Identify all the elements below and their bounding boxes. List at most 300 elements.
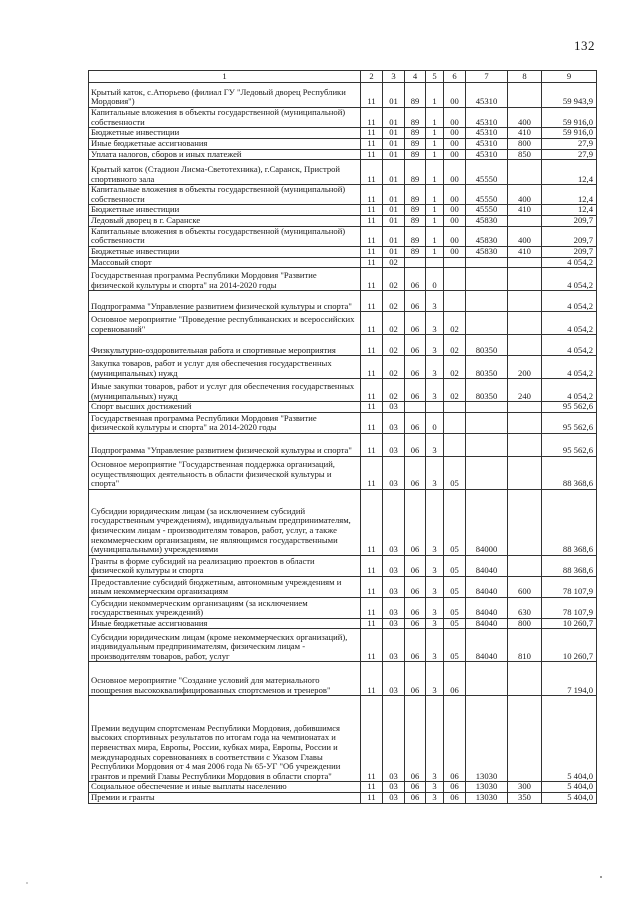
- table-row: [89, 83, 597, 108]
- code-direction: 45830: [466, 216, 508, 227]
- code-program: 89: [405, 216, 426, 227]
- code-direction: 84040: [466, 597, 508, 618]
- column-header: 1: [89, 71, 361, 83]
- code-expense-type: 800: [508, 618, 542, 629]
- code-direction: 13030: [466, 793, 508, 804]
- code-direction: 45550: [466, 205, 508, 216]
- code-activity: 05: [444, 489, 466, 555]
- row-name: Иные бюджетные ассигнования: [89, 618, 361, 629]
- code-section: 11: [361, 662, 383, 696]
- row-amount: 59 916,0: [542, 108, 597, 128]
- code-activity: 06: [444, 662, 466, 696]
- code-activity: 05: [444, 597, 466, 618]
- code-subprogram: 3: [426, 576, 444, 597]
- code-program: 89: [405, 83, 426, 108]
- row-name: Иные бюджетные ассигнования: [89, 138, 361, 149]
- code-subprogram: [426, 402, 444, 413]
- code-subprogram: 1: [426, 226, 444, 246]
- code-program: 89: [405, 226, 426, 246]
- code-expense-type: [508, 696, 542, 782]
- table-row: [89, 356, 597, 379]
- code-direction: 84040: [466, 576, 508, 597]
- table-row: [89, 335, 597, 356]
- code-subsection: 03: [383, 456, 405, 489]
- row-name: Массовый спорт: [89, 257, 361, 268]
- code-subsection: 01: [383, 246, 405, 257]
- code-section: 11: [361, 618, 383, 629]
- code-section: 11: [361, 108, 383, 128]
- code-program: 06: [405, 696, 426, 782]
- code-subsection: 01: [383, 160, 405, 185]
- table-row: [89, 793, 597, 804]
- row-amount: 88 368,6: [542, 489, 597, 555]
- code-program: 89: [405, 185, 426, 205]
- code-subprogram: 1: [426, 205, 444, 216]
- code-subprogram: 3: [426, 356, 444, 379]
- row-amount: 78 107,9: [542, 597, 597, 618]
- code-subprogram: 3: [426, 456, 444, 489]
- code-direction: [466, 456, 508, 489]
- code-subsection: 03: [383, 489, 405, 555]
- code-program: 89: [405, 160, 426, 185]
- table-row: [89, 412, 597, 433]
- code-expense-type: 810: [508, 629, 542, 662]
- code-direction: [466, 402, 508, 413]
- table-row: [89, 246, 597, 257]
- code-expense-type: [508, 662, 542, 696]
- code-subsection: 02: [383, 291, 405, 312]
- code-subsection: 01: [383, 108, 405, 128]
- code-subprogram: 1: [426, 149, 444, 160]
- code-subsection: 03: [383, 629, 405, 662]
- code-subprogram: 3: [426, 793, 444, 804]
- row-name: Основное мероприятие "Создание условий для материального поощрения высококвалифицированных спортсменов и тренеров": [89, 662, 361, 696]
- code-subsection: 03: [383, 696, 405, 782]
- code-program: 06: [405, 576, 426, 597]
- code-activity: 00: [444, 108, 466, 128]
- row-name: Государственная программа Республики Мордовия "Развитие физической культуры и спорта" на 2014-2020 годы: [89, 412, 361, 433]
- code-section: 11: [361, 185, 383, 205]
- row-name: Крытый каток, с.Атюрьево (филиал ГУ "Ледовый дворец Республики Мордовия"): [89, 83, 361, 108]
- code-activity: 00: [444, 128, 466, 139]
- code-expense-type: 410: [508, 128, 542, 139]
- row-name: Подпрограмма "Управление развитием физической культуры и спорта": [89, 433, 361, 456]
- code-expense-type: [508, 83, 542, 108]
- code-expense-type: 630: [508, 597, 542, 618]
- code-program: 06: [405, 782, 426, 793]
- code-subsection: 03: [383, 793, 405, 804]
- table-row: [89, 782, 597, 793]
- column-header: 6: [444, 71, 466, 83]
- code-program: 06: [405, 335, 426, 356]
- code-subsection: 03: [383, 597, 405, 618]
- code-expense-type: [508, 312, 542, 335]
- row-amount: 27,9: [542, 149, 597, 160]
- code-activity: 06: [444, 782, 466, 793]
- code-subprogram: 0: [426, 412, 444, 433]
- table-row: [89, 185, 597, 205]
- column-header: 8: [508, 71, 542, 83]
- code-section: 11: [361, 246, 383, 257]
- table-row: [89, 312, 597, 335]
- row-amount: 209,7: [542, 226, 597, 246]
- code-subprogram: 3: [426, 312, 444, 335]
- row-name: Субсидии юридическим лицам (за исключением субсидий государственным учреждениям), индивидуальным предпринимателям, физическим лицам - производителям товаров, работ, услуг, а также некоммерческим организациям, не являющимся государственными (муниципальными) учреждениями: [89, 489, 361, 555]
- code-activity: 06: [444, 696, 466, 782]
- row-amount: 27,9: [542, 138, 597, 149]
- code-activity: 06: [444, 793, 466, 804]
- code-activity: 00: [444, 149, 466, 160]
- code-program: 06: [405, 597, 426, 618]
- row-name: Крытый каток (Стадион Лисма-Светотехника), г.Саранск, Пристрой спортивного зала: [89, 160, 361, 185]
- table-row: [89, 149, 597, 160]
- code-subprogram: 1: [426, 160, 444, 185]
- code-expense-type: [508, 433, 542, 456]
- code-expense-type: [508, 412, 542, 433]
- code-subprogram: 3: [426, 629, 444, 662]
- code-program: 06: [405, 618, 426, 629]
- code-direction: 45310: [466, 149, 508, 160]
- row-amount: 10 260,7: [542, 618, 597, 629]
- row-name: Капитальные вложения в объекты государственной (муниципальной) собственности: [89, 185, 361, 205]
- code-direction: 84040: [466, 629, 508, 662]
- row-amount: 5 404,0: [542, 782, 597, 793]
- row-name: Гранты в форме субсидий на реализацию проектов в области физической культуры и спорта: [89, 555, 361, 576]
- code-program: 06: [405, 489, 426, 555]
- row-name: Государственная программа Республики Мордовия "Развитие физической культуры и спорта" на 2014-2020 годы: [89, 268, 361, 291]
- code-program: 06: [405, 662, 426, 696]
- table-row: [89, 576, 597, 597]
- row-amount: 95 562,6: [542, 402, 597, 413]
- code-subsection: 03: [383, 576, 405, 597]
- budget-table: [88, 70, 597, 804]
- row-name: Бюджетные инвестиции: [89, 246, 361, 257]
- row-amount: 88 368,6: [542, 456, 597, 489]
- code-activity: 02: [444, 379, 466, 402]
- code-program: 06: [405, 268, 426, 291]
- code-direction: 45310: [466, 83, 508, 108]
- column-header: 2: [361, 71, 383, 83]
- code-activity: [444, 257, 466, 268]
- code-direction: [466, 291, 508, 312]
- code-subprogram: 3: [426, 782, 444, 793]
- row-amount: 4 054,2: [542, 268, 597, 291]
- code-activity: [444, 412, 466, 433]
- code-direction: 45310: [466, 108, 508, 128]
- table-row: [89, 257, 597, 268]
- scan-dot: [600, 876, 602, 878]
- code-expense-type: 200: [508, 356, 542, 379]
- page-number: 132: [574, 38, 595, 53]
- code-program: [405, 402, 426, 413]
- table-row: [89, 268, 597, 291]
- row-amount: 12,4: [542, 160, 597, 185]
- code-program: 06: [405, 555, 426, 576]
- code-direction: 13030: [466, 696, 508, 782]
- table-row: [89, 629, 597, 662]
- row-name: Премии и гранты: [89, 793, 361, 804]
- code-subprogram: 3: [426, 618, 444, 629]
- code-subprogram: 3: [426, 335, 444, 356]
- code-direction: 45550: [466, 160, 508, 185]
- row-amount: 59 943,9: [542, 83, 597, 108]
- row-name: Основное мероприятие "Государственная поддержка организаций, осуществляющих деятельность в области физической культуры и спорта": [89, 456, 361, 489]
- code-expense-type: [508, 291, 542, 312]
- column-header: 3: [383, 71, 405, 83]
- code-program: 06: [405, 312, 426, 335]
- scan-dot: [26, 882, 28, 884]
- table-body: [89, 83, 597, 804]
- row-amount: 12,4: [542, 185, 597, 205]
- row-name: Подпрограмма "Управление развитием физической культуры и спорта": [89, 291, 361, 312]
- code-direction: [466, 312, 508, 335]
- code-activity: 02: [444, 356, 466, 379]
- code-program: 06: [405, 433, 426, 456]
- code-expense-type: 240: [508, 379, 542, 402]
- row-amount: 95 562,6: [542, 433, 597, 456]
- code-program: 06: [405, 412, 426, 433]
- column-header: 7: [466, 71, 508, 83]
- row-name: Бюджетные инвестиции: [89, 128, 361, 139]
- code-direction: 45550: [466, 185, 508, 205]
- code-subsection: 03: [383, 618, 405, 629]
- table-row: [89, 379, 597, 402]
- code-activity: 05: [444, 629, 466, 662]
- table-row: [89, 205, 597, 216]
- code-subsection: 03: [383, 662, 405, 696]
- table-row: [89, 433, 597, 456]
- code-section: 11: [361, 335, 383, 356]
- code-subprogram: 3: [426, 597, 444, 618]
- row-name: Предоставление субсидий бюджетным, автономным учреждениям и иным некоммерческим организациям: [89, 576, 361, 597]
- code-activity: 05: [444, 456, 466, 489]
- code-expense-type: 850: [508, 149, 542, 160]
- column-header: 4: [405, 71, 426, 83]
- row-amount: 88 368,6: [542, 555, 597, 576]
- row-name: Физкультурно-оздоровительная работа и спортивные мероприятия: [89, 335, 361, 356]
- code-section: 11: [361, 291, 383, 312]
- code-section: 11: [361, 83, 383, 108]
- code-subprogram: 3: [426, 696, 444, 782]
- code-subsection: 03: [383, 412, 405, 433]
- code-program: 06: [405, 291, 426, 312]
- table-row: [89, 618, 597, 629]
- table-row: [89, 456, 597, 489]
- code-section: 11: [361, 312, 383, 335]
- code-direction: 84000: [466, 489, 508, 555]
- row-amount: 4 054,2: [542, 291, 597, 312]
- code-subsection: 02: [383, 356, 405, 379]
- code-subsection: 03: [383, 555, 405, 576]
- table-row: [89, 662, 597, 696]
- code-program: 06: [405, 379, 426, 402]
- code-program: 06: [405, 456, 426, 489]
- row-name: Социальное обеспечение и иные выплаты населению: [89, 782, 361, 793]
- code-subprogram: 3: [426, 291, 444, 312]
- code-subprogram: 3: [426, 662, 444, 696]
- code-subprogram: 1: [426, 185, 444, 205]
- row-name: Закупка товаров, работ и услуг для обеспечения государственных (муниципальных) нужд: [89, 356, 361, 379]
- code-expense-type: [508, 268, 542, 291]
- code-subsection: 01: [383, 138, 405, 149]
- code-activity: 00: [444, 83, 466, 108]
- row-name: Уплата налогов, сборов и иных платежей: [89, 149, 361, 160]
- code-expense-type: 800: [508, 138, 542, 149]
- row-amount: 95 562,6: [542, 412, 597, 433]
- code-program: [405, 257, 426, 268]
- code-activity: 00: [444, 205, 466, 216]
- row-amount: 78 107,9: [542, 576, 597, 597]
- code-subsection: 02: [383, 335, 405, 356]
- table-row: [89, 138, 597, 149]
- code-program: 89: [405, 108, 426, 128]
- code-section: 11: [361, 793, 383, 804]
- code-section: 11: [361, 433, 383, 456]
- code-activity: 00: [444, 216, 466, 227]
- code-subprogram: 1: [426, 128, 444, 139]
- row-amount: 7 194,0: [542, 662, 597, 696]
- row-amount: 4 054,2: [542, 379, 597, 402]
- code-expense-type: [508, 216, 542, 227]
- code-section: 11: [361, 576, 383, 597]
- code-expense-type: 410: [508, 205, 542, 216]
- code-direction: 84040: [466, 555, 508, 576]
- code-activity: 05: [444, 555, 466, 576]
- code-subsection: 01: [383, 149, 405, 160]
- row-name: Капитальные вложения в объекты государственной (муниципальной) собственности: [89, 108, 361, 128]
- code-section: 11: [361, 257, 383, 268]
- code-section: 11: [361, 356, 383, 379]
- code-program: 89: [405, 138, 426, 149]
- row-amount: 209,7: [542, 246, 597, 257]
- code-direction: 84040: [466, 618, 508, 629]
- table-row: [89, 489, 597, 555]
- code-program: 06: [405, 629, 426, 662]
- code-program: 89: [405, 205, 426, 216]
- code-expense-type: [508, 402, 542, 413]
- code-expense-type: [508, 160, 542, 185]
- code-expense-type: 400: [508, 185, 542, 205]
- code-subsection: 01: [383, 226, 405, 246]
- code-direction: [466, 412, 508, 433]
- code-activity: 00: [444, 160, 466, 185]
- row-name: Премии ведущим спортсменам Республики Мордовия, добившимся высоких спортивных результатов по итогам года на чемпионатах и первенствах мира, Европы, России, кубках мира, Европы, России и международных соревнованиях в соответствии с Указом Главы Республики Мордовия от 4 мая 2006 года № 65-УГ "Об учреждении грантов и премий Главы Республики Мордовия в области спорта": [89, 696, 361, 782]
- code-expense-type: [508, 257, 542, 268]
- code-program: 89: [405, 246, 426, 257]
- code-expense-type: 300: [508, 782, 542, 793]
- code-subprogram: 1: [426, 138, 444, 149]
- code-section: 11: [361, 696, 383, 782]
- table-row: [89, 597, 597, 618]
- code-direction: [466, 257, 508, 268]
- code-section: 11: [361, 597, 383, 618]
- table-row: [89, 128, 597, 139]
- code-program: 06: [405, 356, 426, 379]
- row-amount: 4 054,2: [542, 335, 597, 356]
- code-direction: 45830: [466, 226, 508, 246]
- row-amount: 59 916,0: [542, 128, 597, 139]
- code-program: 06: [405, 793, 426, 804]
- code-section: 11: [361, 402, 383, 413]
- code-section: 11: [361, 782, 383, 793]
- code-section: 11: [361, 226, 383, 246]
- code-direction: [466, 433, 508, 456]
- code-subsection: 02: [383, 257, 405, 268]
- code-subsection: 03: [383, 402, 405, 413]
- code-activity: 00: [444, 226, 466, 246]
- code-activity: 00: [444, 185, 466, 205]
- code-direction: 80350: [466, 356, 508, 379]
- row-amount: 5 404,0: [542, 696, 597, 782]
- code-subsection: 03: [383, 433, 405, 456]
- row-amount: 4 054,2: [542, 356, 597, 379]
- row-amount: 4 054,2: [542, 257, 597, 268]
- row-name: Субсидии юридическим лицам (кроме некоммерческих организаций), индивидуальным предпринимателям, физическим лицам - производителям товаров, работ, услуг: [89, 629, 361, 662]
- code-activity: 00: [444, 138, 466, 149]
- code-section: 11: [361, 489, 383, 555]
- table-row: [89, 216, 597, 227]
- table-row: [89, 696, 597, 782]
- code-subprogram: 3: [426, 489, 444, 555]
- row-name: Субсидии некоммерческим организациям (за исключением государственных учреждений): [89, 597, 361, 618]
- code-subsection: 01: [383, 185, 405, 205]
- code-program: 89: [405, 128, 426, 139]
- code-subprogram: 3: [426, 379, 444, 402]
- code-section: 11: [361, 160, 383, 185]
- code-direction: 45310: [466, 138, 508, 149]
- row-name: Капитальные вложения в объекты государственной (муниципальной) собственности: [89, 226, 361, 246]
- code-subsection: 01: [383, 205, 405, 216]
- code-expense-type: 600: [508, 576, 542, 597]
- code-subprogram: 1: [426, 83, 444, 108]
- code-direction: [466, 268, 508, 291]
- code-activity: 02: [444, 335, 466, 356]
- code-subsection: 02: [383, 268, 405, 291]
- code-section: 11: [361, 138, 383, 149]
- row-amount: 10 260,7: [542, 629, 597, 662]
- code-activity: 00: [444, 246, 466, 257]
- row-name: Спорт высших достижений: [89, 402, 361, 413]
- code-subprogram: 0: [426, 268, 444, 291]
- code-activity: [444, 402, 466, 413]
- code-expense-type: 410: [508, 246, 542, 257]
- code-activity: [444, 291, 466, 312]
- code-section: 11: [361, 629, 383, 662]
- row-name: Бюджетные инвестиции: [89, 205, 361, 216]
- code-subsection: 02: [383, 379, 405, 402]
- code-subsection: 01: [383, 83, 405, 108]
- code-direction: [466, 662, 508, 696]
- table-row: [89, 226, 597, 246]
- code-expense-type: [508, 489, 542, 555]
- table-row: [89, 108, 597, 128]
- table-row: [89, 555, 597, 576]
- table-row: [89, 160, 597, 185]
- code-section: 11: [361, 379, 383, 402]
- code-expense-type: [508, 335, 542, 356]
- code-subprogram: 1: [426, 246, 444, 257]
- code-subsection: 02: [383, 312, 405, 335]
- code-section: 11: [361, 412, 383, 433]
- code-direction: 45310: [466, 128, 508, 139]
- code-expense-type: [508, 456, 542, 489]
- code-direction: 80350: [466, 335, 508, 356]
- code-subsection: 01: [383, 128, 405, 139]
- code-subprogram: 1: [426, 108, 444, 128]
- row-name: Ледовый дворец в г. Саранске: [89, 216, 361, 227]
- code-section: 11: [361, 149, 383, 160]
- code-expense-type: 350: [508, 793, 542, 804]
